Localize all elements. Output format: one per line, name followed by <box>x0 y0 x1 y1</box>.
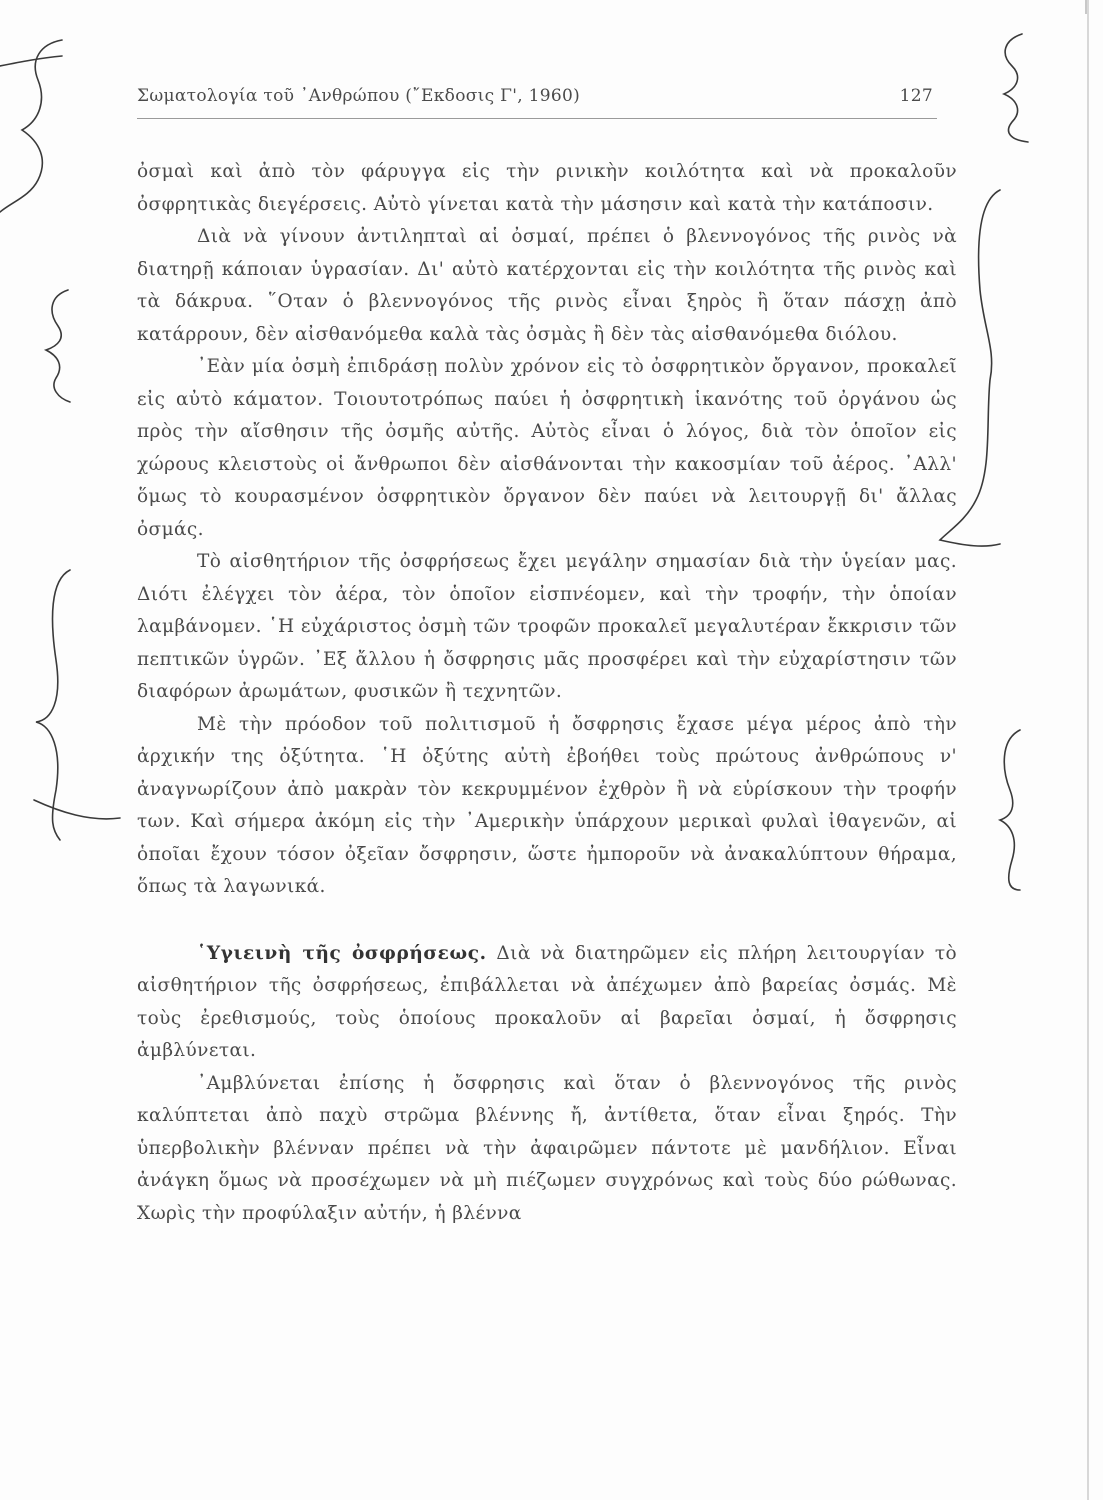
page-body <box>137 156 957 1230</box>
margin-mark-left-tail <box>34 800 120 819</box>
margin-mark-top-right <box>1004 34 1028 142</box>
running-header-title: Σωματολογία τοῦ ᾿Ανθρώπου (῎Εκδοσις Γ', 1960) <box>137 86 580 106</box>
margin-mark-left-brace-1 <box>46 290 70 402</box>
paragraph-4: Τὸ αἰσθητήριον τῆς ὀσφρήσεως ἔχει μεγάλην σημασίαν διὰ τὴν ὑγείαν μας. Διότι ἐλέγχει τὸν ἀέρα, τὸν ὁποῖον εἰσπνέομεν, καὶ τὴν τροφήν, τὴν ὁποίαν λαμβάνομεν. ῾Η εὐχάριστος ὀσμὴ τῶν τροφῶν προκαλεῖ μεγαλυτέραν ἔκκρισιν τῶν πεπτικῶν ὑγρῶν. ᾿Εξ ἄλλου ἡ ὄσφρησις μᾶς προσφέρει καὶ τὴν εὐχαρίστησιν τῶν διαφόρων ἀρωμάτων, φυσικῶν ἢ τεχνητῶν. <box>137 551 957 702</box>
paragraph-2: Διὰ νὰ γίνουν ἀντιληπταὶ αἱ ὀσμαί, πρέπει ὁ βλεννογόνος τῆς ρινὸς νὰ διατηρῇ κάποιαν ὑγρασίαν. Δι' αὐτὸ κατέρχονται εἰς τὴν κοιλότητα τῆς ρινὸς καὶ τὰ δάκρυα. ῞Οταν ὁ βλεννογόνος τῆς ρινὸς εἶναι ξηρὸς ἢ ὅταν πάσχῃ ἀπὸ κατάρρουν, δὲν αἰσθανόμεθα καλὰ τὰς ὀσμὰς ἢ δὲν τὰς αἰσθανόμεθα διόλου. <box>137 226 957 345</box>
paragraph-5: Μὲ τὴν πρόοδον τοῦ πολιτισμοῦ ἡ ὄσφρησις ἔχασε μέγα μέρος ἀπὸ τὴν ἀρχικήν της ὀξύτητα. ῾Η ὀξύτης αὐτὴ ἐβοήθει τοὺς πρώτους ἀνθρώπους ν' ἀναγνωρίζουν ἀπὸ μακρὰν τὸν κεκρυμμένον ἐχθρὸν ἢ νὰ εὑρίσκουν τὴν τροφήν των. Καὶ σήμερα ἀκόμη εἰς τὴν ᾿Αμερικὴν ὑπάρχουν μερικαὶ φυλαὶ ἰθαγενῶν, αἱ ὁποῖαι ἔχουν τόσον ὀξεῖαν ὄσφρησιν, ὥστε ἠμποροῦν νὰ ἀνακαλύπτουν θήραμα, ὅπως τὰ λαγωνικά. <box>137 713 957 897</box>
margin-mark-left-brace-2 <box>36 570 70 840</box>
page-number: 127 <box>899 86 933 106</box>
page-corner <box>1085 0 1095 14</box>
paragraph-3: ᾿Εὰν μία ὀσμὴ ἐπιδράσῃ πολὺν χρόνον εἰς τὸ ὀσφρητικὸν ὄργανον, προκαλεῖ εἰς αὐτὸ κάματον. Τοιουτοτρόπως παύει ἡ ὀσφρητικὴ ἱκανότης τοῦ ὀργάνου ὡς πρὸς τὴν αἴσθησιν τῆς ὀσμῆς αὐτῆς. Αὐτὸς εἶναι ὁ λόγος, διὰ τὸν ὁποῖον εἰς χώρους κλειστοὺς οἱ ἄνθρωποι δὲν αἰσθάνονται τὴν κακοσμίαν τοῦ ἀέρος. ᾿Αλλ' ὅμως τὸ κουρασμένον ὀσφρητικὸν ὄργανον δὲν παύει νὰ λειτουργῇ δι' ἄλλας ὀσμάς. <box>137 356 957 540</box>
paragraph-6-text: Διὰ νὰ διατηρῶμεν εἰς πλήρη λειτουργίαν τὸ αἰσθητήριον τῆς ὀσφρήσεως, ἐπιβάλλεται νὰ ἀπέχωμεν ἀπὸ βαρείας ὀσμάς. Μὲ τοὺς ἐρεθισμούς, τοὺς ὁποίους προκαλοῦν αἱ βαρεῖαι ὀσμαί, ἡ ὄσφρησις ἀμβλύνεται. <box>137 942 957 1061</box>
page-edge <box>1087 0 1089 1500</box>
header-rule <box>137 118 937 119</box>
paragraph-1: ὀσμαὶ καὶ ἀπὸ τὸν φάρυγγα εἰς τὴν ρινικὴν κοιλότητα καὶ νὰ προκαλοῦν ὀσφρητικὰς διεγέρσεις. Αὐτὸ γίνεται κατὰ τὴν μάσησιν καὶ κατὰ τὴν κατάποσιν. <box>137 161 957 215</box>
margin-mark-right-brace <box>1000 730 1020 890</box>
paragraph-6 <box>137 938 957 1068</box>
margin-mark-top-left-stub <box>0 56 62 66</box>
section-heading: ῾Υγιεινὴ τῆς ὀσφρήσεως. <box>197 942 487 964</box>
paragraph-7: ᾿Αμβλύνεται ἐπίσης ἡ ὄσφρησις καὶ ὅταν ὁ βλεννογόνος τῆς ρινὸς καλύπτεται ἀπὸ παχὺ στρῶμα βλέννης ἤ, ἀντίθετα, ὅταν εἶναι ξηρός. Τὴν ὑπερβολικὴν βλένναν πρέπει νὰ τὴν ἀφαιρῶμεν πάντοτε μὲ μανδήλιον. Εἶναι ἀνάγκη ὅμως νὰ προσέχωμεν νὰ μὴ πιέζωμεν συγχρόνως καὶ τοὺς δύο ρώθωνας. Χωρὶς τὴν προφύλαξιν αὐτήν, ἡ βλέννα <box>137 1072 957 1224</box>
running-header <box>137 86 937 114</box>
margin-mark-top-left <box>0 40 62 212</box>
